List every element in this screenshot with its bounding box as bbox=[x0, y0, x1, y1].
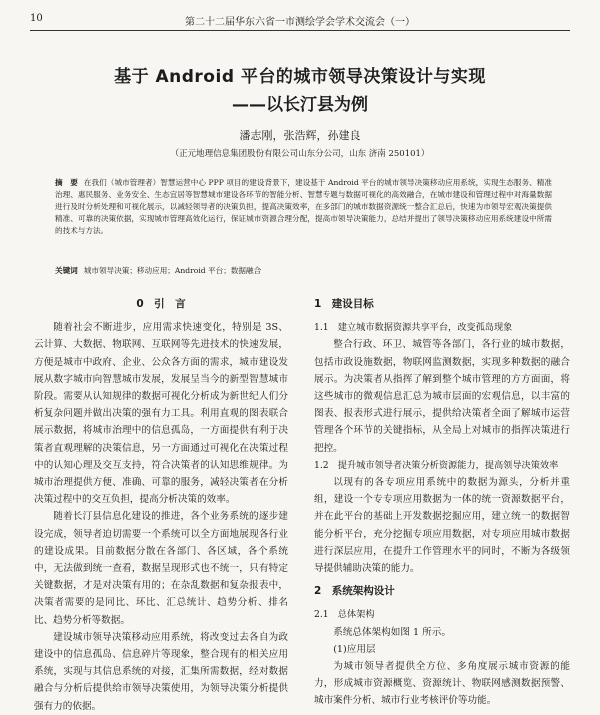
right-column bbox=[314, 296, 570, 710]
paragraph: 整合行政、环卫、城管等各部门，各行业的城市数据，包括市政设施数据，物联网监测数据，实现多种数据的融合展示。为决策者从指挥了解到整个城市管理的方方面面，将这些城市的微观信息汇总为城市层面的宏观信息，以丰富的图表、报表形式进行展示，提供给决策者全面了解城市运营管理各个环节的关键指标，从全局上对城市的指挥决策进行把控。 bbox=[314, 339, 570, 454]
paragraph: (1)应用层 bbox=[333, 643, 376, 655]
subsection-heading: 1.2 提升城市领导者决策分析资源能力，提高领导决策效率 bbox=[314, 459, 559, 471]
section-heading-intro: 0 引 言 bbox=[136, 298, 186, 310]
paragraph: 以现有的各专项应用系统中的数据为源头，分析并重组，建设一个专专项应用数据为一体的统一资源数据平台，并在此平台的基础上开发数据挖掘应用，建立统一的数据智能分析平台，充分挖掘专项应用数据，对专项应用城市数据进行深层应用，在提升工作管理水平的同时，不断为各级领导提供辅助决策的能力。 bbox=[314, 477, 570, 575]
paragraph: 建设城市领导决策移动应用系统，将改变过去各自为政建设中的信息孤岛、信息碎片等现象，整合现有的相关应用系统，实现与其信息系统的对接，汇集所需数据，经对数据融合与分析后提供给市领导决策使用，为领导决策分析提供强有力的依据。 bbox=[34, 631, 288, 712]
keywords-label: 关键词 bbox=[55, 266, 78, 275]
affiliation: （正元地理信息集团股份有限公司山东分公司，山东 济南 250101） bbox=[170, 149, 430, 159]
journal-name: 第二十二届华东六省一市测绘学会学术交流会（一） bbox=[185, 17, 415, 28]
abstract-text: 在我们（城市管理者）智慧运营中心 PPP 项目的建设背景下，建设基于 Android 平台的城市领导决策移动应用系统，实现生态服务、精准治理、惠民服务、业务安全、生态宜居等智慧城市建设各环节的智能分析、智慧专题与数据可视化的高效融合，在城市建设和管理过程中对海量数据进行及时分析处理和可视化展示，以减轻领导者的决策负担，提高决策效率，在多部门的城市数据资源统一整合汇总后，快速为市领导宏观决策提供精准、可靠的决策依据，实现城市管理高效化运行，保证城市资源合理分配，提高市领导决策能力，总结并提出了领导决策移动应用系统建设中所需的技术与方法。 bbox=[55, 178, 552, 235]
section-heading-architecture: 2 系统架构设计 bbox=[314, 585, 395, 598]
keywords-text: 城市领导决策；移动应用；Android 平台；数据融合 bbox=[83, 266, 262, 275]
abstract-label: 摘 要 bbox=[55, 178, 78, 187]
paper-title: 基于 Android 平台的城市领导决策设计与实现 bbox=[114, 67, 486, 87]
paper-subtitle: ——以长汀县为例 bbox=[232, 95, 368, 115]
abstract bbox=[55, 177, 552, 237]
subsection-heading: 2.1 总体架构 bbox=[314, 609, 375, 621]
left-column bbox=[34, 296, 288, 715]
authors: 潘志刚，张浩辉，孙建良 bbox=[239, 129, 361, 142]
running-header bbox=[30, 8, 570, 31]
subsection-heading: 1.1 建立城市数据资源共享平台，改变孤岛现象 bbox=[314, 322, 513, 334]
keywords bbox=[55, 265, 552, 277]
paragraph: 为城市领导者提供全方位、多角度展示城市资源的能力，形成城市资源概览、资源统计、物联网感测数据预警、城市案件分析、城市行业考核评价等功能。 bbox=[314, 661, 570, 707]
paragraph: 随着长汀县信息化建设的推进，各个业务系统的逐步建设完成，领导者迫切需要一个系统可以全方面地展现各行业的建设成果。目前数据分散在各部门、各区域，各个系统中，无法做到统一查看，数据呈现形式也不统一，只有特定关键数据，才是对决策有用的；在杂乱数据和复杂报表中，决策者需要的是同比、环比、汇总统计、趋势分析、排名比、趋势分析等数据。 bbox=[34, 511, 288, 626]
paragraph: 随着社会不断进步，应用需求快速变化，特别是 3S、云计算、大数据、物联网、互联网等先进技术的快速发展，方便是城市中政府、企业、公众各方面的需求，城市建设发展从数字城市向智慧城市发展，发展呈当今的新型智慧城市阶段。需要从认知规律的数据可视化分析成为新世纪人们分析复杂问题并做出决策的强有力工具。利用直观的图表联合展示数据，将城市治理中的信息孤岛，一方面提供有利于决策者直观理解的决策信息，另一方面通过可视化在决策过程中的认知心理及交互支持，符合决策者的认知思维规律。为城市治理提供方便、准确、可靠的服务，减轻决策者在分析决策过程中的交互负担，提高分析决策的效率。 bbox=[34, 322, 288, 506]
section-heading-goals: 1 建设目标 bbox=[314, 298, 374, 310]
page-number: 10 bbox=[30, 13, 43, 24]
paragraph: 系统总体架构如图 1 所示。 bbox=[333, 626, 451, 638]
